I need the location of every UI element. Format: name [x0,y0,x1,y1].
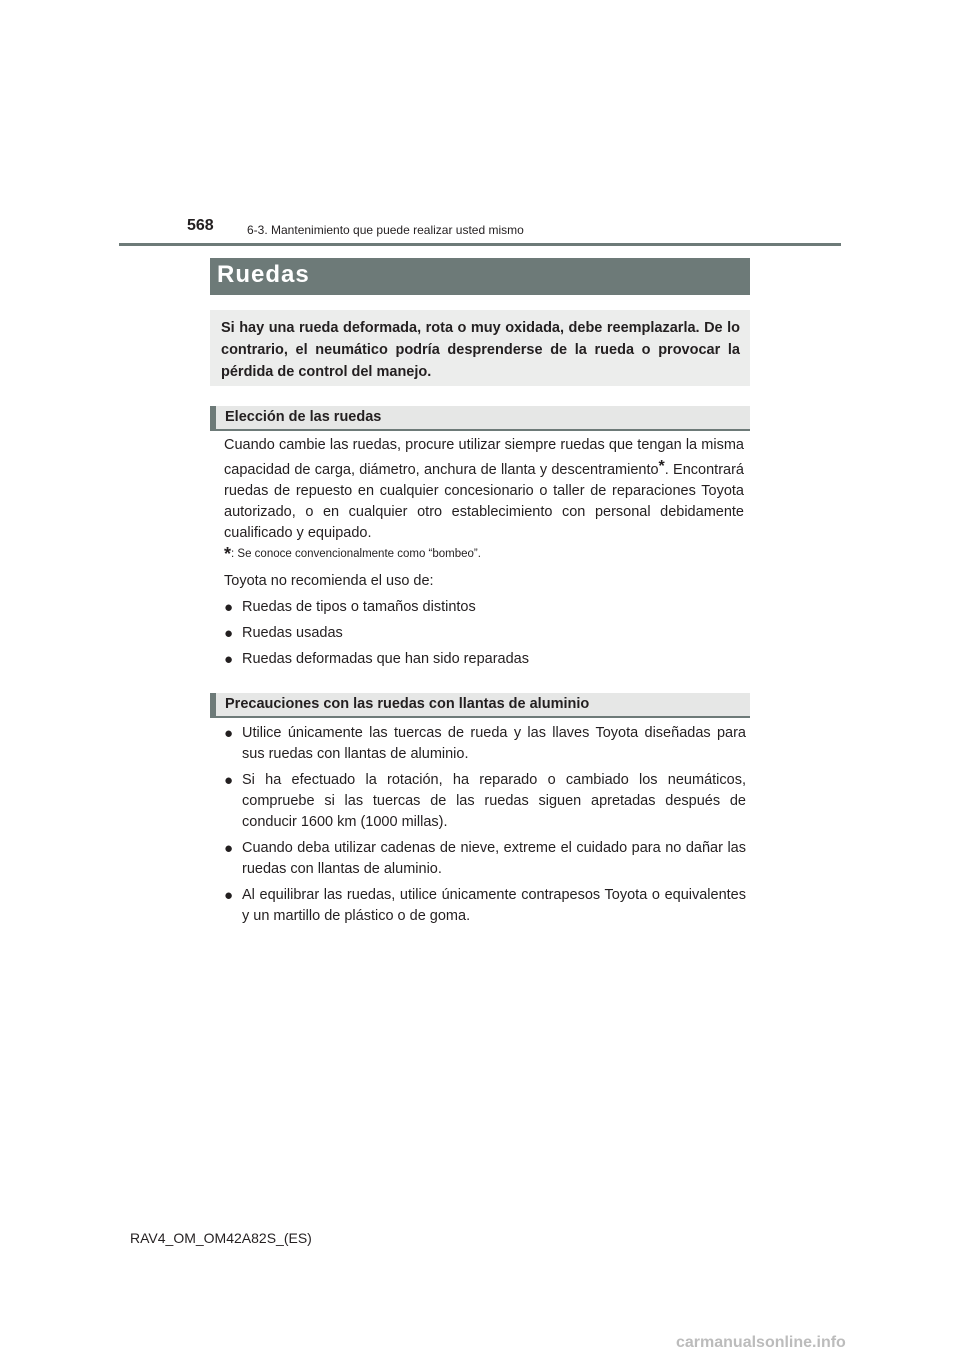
list-item-text: Ruedas de tipos o tamaños distintos [242,599,476,615]
list-item-text: Utilice únicamente las tuercas de rueda y las llaves Toyota diseñadas para sus ruedas con llantas de aluminio. [242,725,746,762]
footnote-asterisk: * [224,544,232,564]
bullet-icon: ● [224,599,234,616]
footnote-text: : Se conoce convencionalmente como “bombeo”. [231,548,481,560]
bullet-icon: ● [224,725,234,742]
document-code: RAV4_OM_OM42A82S_(ES) [130,1230,312,1246]
list-item-text: Al equilibrar las ruedas, utilice únicamente contrapesos Toyota o equivalentes y un martillo de plástico o de goma. [242,887,746,924]
watermark: carmanualsonline.info [676,1334,846,1351]
section-reference: 6-3. Mantenimiento que puede realizar usted mismo [247,223,524,237]
list-item-text: Ruedas deformadas que han sido reparadas [242,651,529,667]
bullet-icon: ● [224,840,234,857]
list-item-text: Ruedas usadas [242,625,343,641]
list-item-text: Si ha efectuado la rotación, ha reparado o cambiado los neumáticos, compruebe si las tuercas de las ruedas siguen apretadas después de conducir 1600 km (1000 millas). [242,772,746,830]
header-divider [119,243,841,246]
paragraph-part-a: Cuando cambie las ruedas, procure utilizar siempre ruedas que tengan la misma capacidad de carga, diámetro, anchura de llanta y descentramiento [224,437,744,478]
bullet-icon: ● [224,651,234,668]
page-title: Ruedas [210,258,750,295]
paragraph-part-b: . Encontrará ruedas de repuesto en cualquier concesionario o taller de reparaciones Toyota autorizado, o en cualquier otro establecimiento con personal debidamente cualificado y equipado. [224,462,744,541]
bullet-icon: ● [224,887,234,904]
asterisk-marker: * [658,458,665,475]
list-item [224,770,746,833]
bullet-icon: ● [224,772,234,789]
section-heading-aluminum-precautions: Precauciones con las ruedas con llantas de aluminio [210,693,750,718]
list-item [224,885,746,927]
list-item [224,623,746,644]
list-item-text: Cuando deba utilizar cadenas de nieve, extreme el cuidado para no dañar las ruedas con llantas de aluminio. [242,840,746,877]
bullet-icon: ● [224,625,234,642]
intro-text: Si hay una rueda deformada, rota o muy oxidada, debe reemplazarla. De lo contrario, el neumático podría desprenderse de la rueda o provocar la pérdida de control del manejo. [221,320,740,380]
footnote [224,544,481,565]
page-number: 568 [187,217,214,234]
list-item [224,838,746,880]
list-item [224,597,746,618]
list-item [224,723,746,765]
intro-box [210,310,750,386]
section-heading-wheel-choice: Elección de las ruedas [210,406,750,431]
wheel-choice-paragraph [224,435,744,544]
not-recommended-lead: Toyota no recomienda el uso de: [224,573,434,589]
list-item [224,649,746,670]
